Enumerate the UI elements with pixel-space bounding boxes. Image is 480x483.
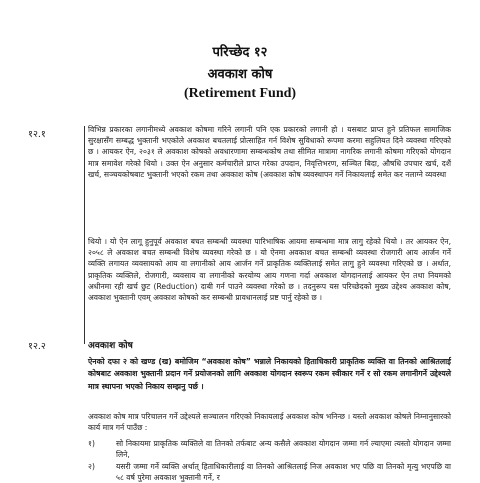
chapter-english-title: (Retirement Fund): [183, 86, 297, 101]
chapter-title: परिच्छेद १२: [212, 45, 268, 60]
section-12-2-definition: ऐनको दफा २ को खण्ड (ख) बमोजिम “अवकाश कोष” भन्नाले निकायको हिताधिकारी प्राकृतिक व्यक्ति वा तिनको आश्रितलाई कोषबाट अवकाश भुक्तानी प्रदान गर्ने प्रयोजनको लागि अवकाश योगदान स्वरूप रकम स्वीकार गर्ने र सो रकम लगानीगर्ने उद्देश्यले मात्र स्थापना भएको निकाय सम्झनु पर्छ ।: [88, 357, 451, 391]
section-number-12-1: १२.१: [28, 129, 46, 140]
section-divider: [84, 126, 85, 344]
section-number-12-2: १२.२: [28, 341, 46, 352]
section-12-2-heading: अवकाश कोष: [88, 341, 133, 351]
list-item-text: यसरी जम्मा गर्ने व्यक्ति अर्थात् हिताधिकारीलाई वा तिनको आश्रितलाई निज अवकाश भए पछि वा तिनको मृत्यु भएपछि वा ५८ वर्ष पुरेमा अवकाश भुक्तानी गर्ने, र: [116, 462, 451, 483]
chapter-subtitle: अवकाश कोष: [207, 67, 273, 82]
list-item-text: सो निकायमा प्राकृतिक व्यक्तिले वा तिनको तर्फबाट अन्य कसैले अवकाश योगदान जम्मा गर्न ल्याएमा त्यस्तो योगदान जम्मा लिने,: [116, 439, 451, 460]
section-12-1-paragraph-2: थियो । यो ऐन लागू हुनुपूर्व अवकाश बचत सम्बन्धी व्यवस्था पारिभाषिक आयमा सम्बन्धमा मात्र लागु रहेको थियो । तर आयकर ऐन, २०५८ ले अवकाश बचत सम्बन्धी विशेष व्यवस्था गरेको छ । यो ऐनमा अवकाश बचत सम्बन्धी व्यवस्था रोजगारी आय आर्जन गर्ने व्यक्ति लगायत व्यवसायको आय वा लगानीको आय आर्जन गर्ने प्राकृतिक व्यक्तिलाई समेत लागु हुने व्यवस्था गरिएको छ । अर्थात, प्राकृतिक व्यक्तिले, रोजगारी, व्यवसाय वा लगानीको करयोग्य आय गणना गर्दा अवकाश योगदानलाई आयकर ऐन तथा नियमको अधीनमा रही खर्च छुट (Reduction) दाबी गर्न पाउने व्यवस्था गरेको छ । तदनुरूप यस परिच्छेदको मुख्य उद्देश्य अवकाश कोष, अवकाश भुक्तानी एवम् अवकाश कोषको कर सम्बन्धी प्रावधानलाई प्रष्ट पार्नु रहेको छ ।: [88, 237, 451, 303]
list-item-number: १): [88, 439, 95, 448]
section-12-2-intro: अवकाश कोष मात्र परिचालन गर्ने उद्देश्यले सञ्चालन गरिएको निकायलाई अवकाश कोष भनिन्छ । यस्तो अवकाश कोषले निम्नानुसारको कार्य मात्र गर्न पाउँछ :: [88, 412, 451, 433]
list-item-number: २): [88, 462, 95, 471]
list-item: [88, 461, 451, 483]
section-12-1-paragraph-1: विभिन्न प्रकारका लगानीमध्ये अवकाश कोषमा गरिने लगानी पनि एक प्रकारको लगानी हो । यसबाट प्राप्त हुने प्रतिफल सामाजिक सुरक्षासँग सम्बद्ध भुक्तानी भएकोले अवकाश बचतलाई प्रोत्साहित गर्न विशेष सुविधाको रूपमा करमा सहुलियत दिने व्यवस्था गरिएको छ । आयकर ऐन, २०३१ ले अवकाश कोषको अवधारणामा सम्बन्धकोष तथा सीमित मात्रामा नागरिक लगानी कोषमा गरिएको योगदान मात्र समावेश गरेको थियो । उक्त ऐन अनुसार कर्मचारीले प्राप्त गरेका उपदान, निवृत्तिभरण, सञ्चित बिदा, औषधि उपचार खर्च, दशैं खर्च, सञ्चयकोषबाट भुक्तानी भएको रकम तथा अवकाश कोष (अवकाश कोष व्यवस्थापन गर्ने निकायलाई समेत कर नलाग्ने व्यवस्था: [88, 125, 451, 179]
